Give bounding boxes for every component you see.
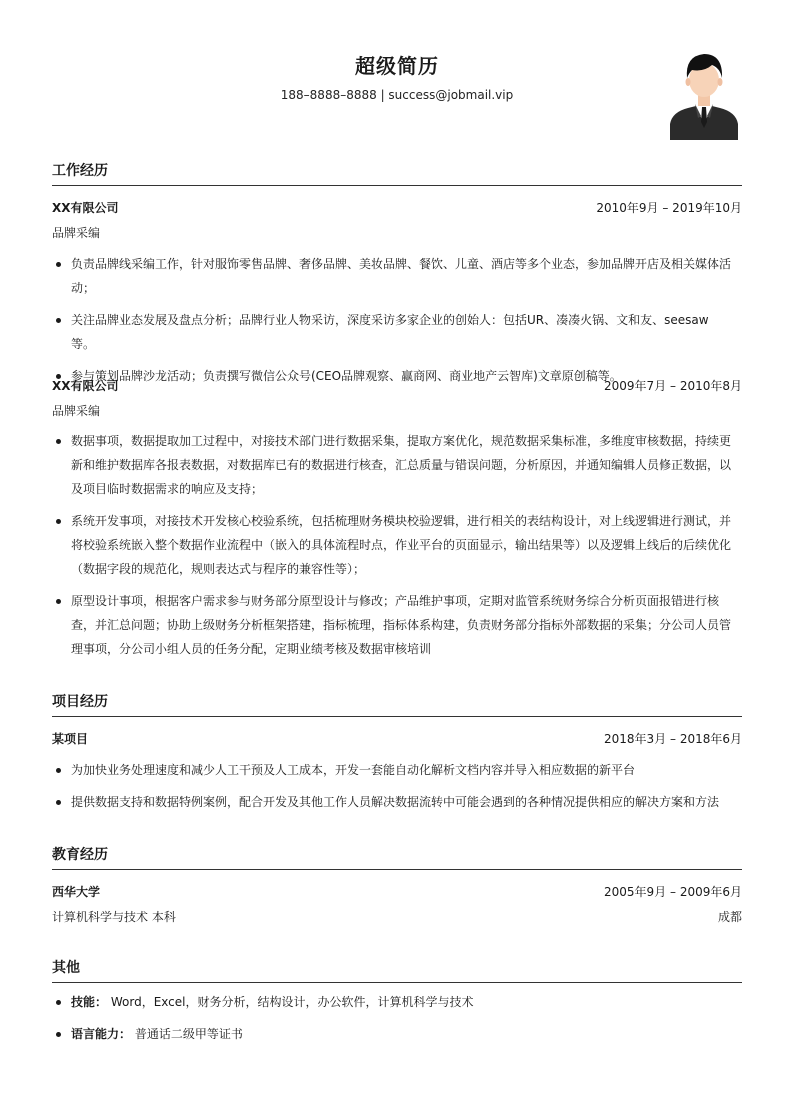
- project-period: 2018年3月 – 2018年6月: [604, 732, 742, 746]
- list-item: 负责品牌线采编工作，针对服饰零售品牌、奢侈品牌、美妆品牌、餐饮、儿童、酒店等多个业态，参加品牌开店及相关媒体活动；: [52, 252, 732, 300]
- major: 计算机科学与技术 本科: [52, 910, 176, 924]
- skills-label: 技能：: [71, 995, 108, 1009]
- list-item: 关注品牌业态发展及盘点分析；品牌行业人物采访，深度采访多家企业的创始人：包括UR、凑凑火锅、文和友、seesaw等。: [52, 308, 732, 356]
- contact-info: 188–8888–8888 | success@jobmail.vip: [280, 88, 514, 102]
- list-item: 提供数据支持和数据特例案例，配合开发及其他工作人员解决数据流转中可能会遇到的各种情况提供相应的解决方案和方法: [52, 790, 732, 814]
- list-item: 原型设计事项，根据客户需求参与财务部分原型设计与修改；产品维护事项，定期对监管系统财务综合分析页面报错进行核查，并汇总问题；协助上级财务分析框架搭建，指标梳理，指标体系构建，负责财务部分指标外部数据的采集；分公司人员管理事项，分公司小组人员的任务分配，定期业绩考核及数据审核培训: [52, 589, 732, 661]
- job-period: 2009年7月 – 2010年8月: [604, 379, 742, 393]
- education-period: 2005年9月 – 2009年6月: [604, 885, 742, 899]
- section-divider: [52, 185, 742, 186]
- section-title-work: 工作经历: [52, 163, 108, 179]
- job-period: 2010年9月 – 2019年10月: [596, 201, 742, 215]
- list-item: 参与策划品牌沙龙活动；负责撰写微信公众号(CEO品牌观察、赢商网、商业地产云智库)文章原创稿等。: [52, 364, 732, 388]
- list-item: 为加快业务处理速度和减少人工干预及人工成本，开发一套能自动化解析文档内容并导入相应数据的新平台: [52, 758, 732, 782]
- company-name: XX有限公司: [52, 201, 119, 215]
- section-divider: [52, 716, 742, 717]
- list-item: [52, 1022, 732, 1046]
- section-title-projects: 项目经历: [52, 694, 108, 710]
- avatar: [668, 44, 740, 140]
- job-role: 品牌采编: [52, 226, 101, 240]
- avatar-person-icon: [670, 54, 738, 140]
- project-details: [52, 758, 732, 822]
- school-name: 西华大学: [52, 885, 101, 899]
- list-item: 数据事项，数据提取加工过程中，对接技术部门进行数据采集，提取方案优化，规范数据采集标准，多维度审核数据，持续更新和维护数据库各报表数据，对数据库已有的数据进行核查，汇总质量与错误问题，分析原因，并通知编辑人员修正数据，以及项目临时数据需求的响应及支持；: [52, 429, 732, 501]
- language-value: 普通话二级甲等证书: [134, 1027, 243, 1041]
- project-name: 某项目: [52, 732, 89, 746]
- job-duties: [52, 252, 732, 396]
- list-item: [52, 990, 732, 1014]
- skills-value: Word，Excel，财务分析，结构设计，办公软件，计算机科学与技术: [110, 995, 474, 1009]
- company-name: XX有限公司: [52, 379, 119, 393]
- candidate-name: 超级简历: [355, 54, 439, 78]
- section-divider: [52, 869, 742, 870]
- other-list: [52, 990, 732, 1054]
- job-duties: [52, 429, 732, 669]
- section-title-education: 教育经历: [52, 847, 108, 863]
- section-title-other: 其他: [52, 960, 80, 976]
- language-label: 语言能力：: [71, 1027, 132, 1041]
- job-role: 品牌采编: [52, 404, 101, 418]
- section-divider: [52, 982, 742, 983]
- list-item: 系统开发事项，对接技术开发核心校验系统，包括梳理财务模块校验逻辑，进行相关的表结构设计，对上线逻辑进行测试，并将校验系统嵌入整个数据作业流程中（嵌入的具体流程时点，作业平台的页面显示，输出结果等）以及逻辑上线后的后续优化（数据字段的规范化，规则表达式与程序的兼容性等）；: [52, 509, 732, 581]
- education-city: 成都: [717, 910, 742, 924]
